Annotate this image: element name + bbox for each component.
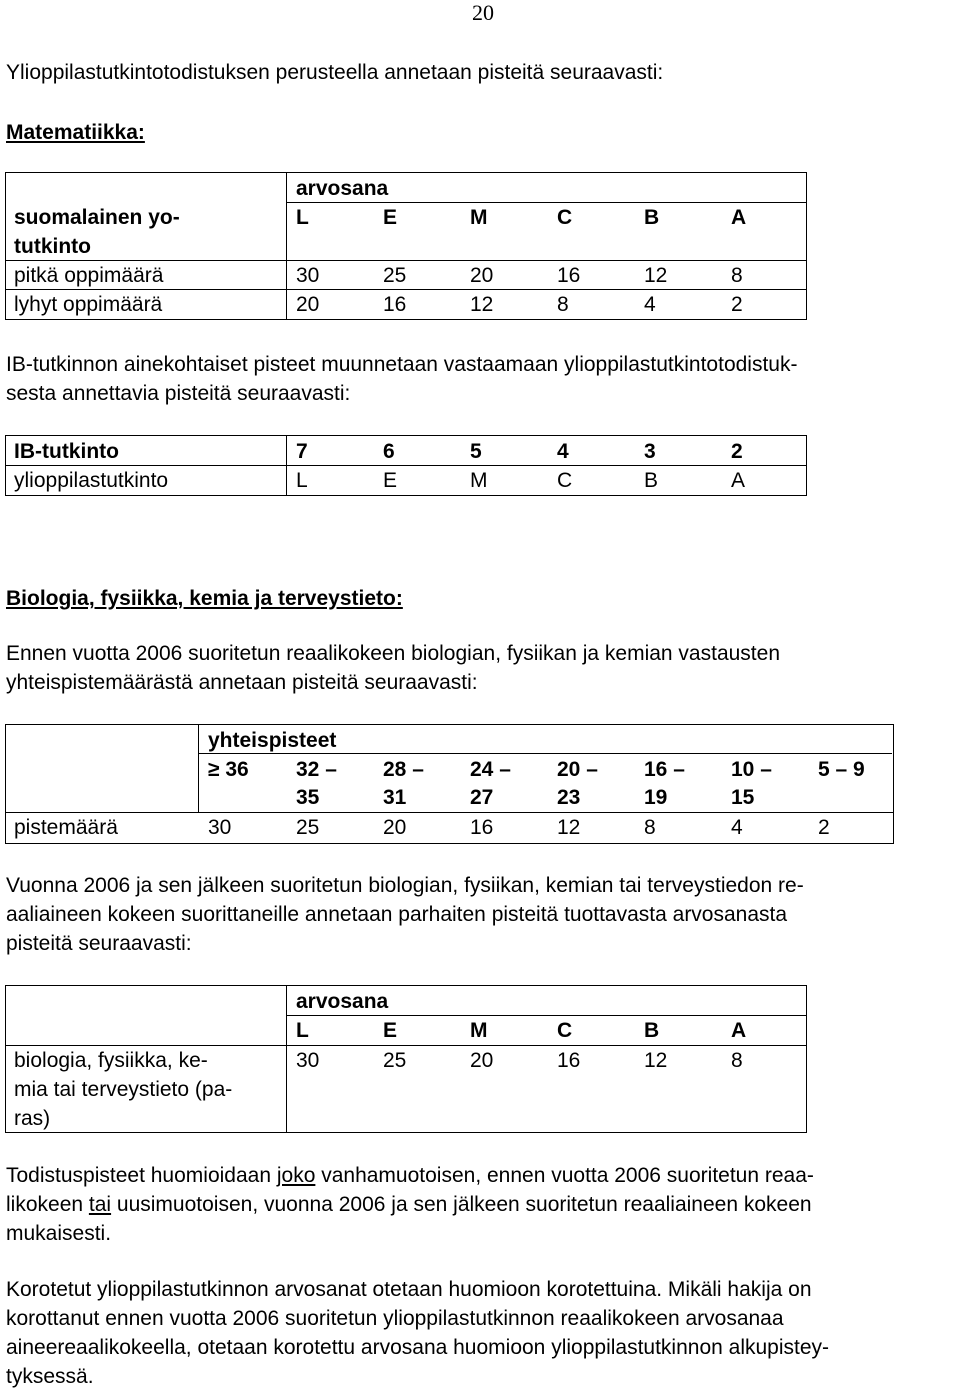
- cell: 16: [470, 816, 494, 839]
- cell: 2: [731, 293, 743, 316]
- range-bottom: 23: [557, 786, 581, 809]
- grade-label: arvosana: [296, 177, 389, 200]
- range-top: 5 – 9: [818, 758, 865, 781]
- ib-row-label: IB-tutkinto: [14, 440, 119, 463]
- emphasis-joko: joko: [276, 1164, 316, 1187]
- range-top: 32 –: [296, 758, 337, 781]
- cell: M: [470, 469, 488, 492]
- text: uusimuotoisen, vuonna 2006 ja sen jälkeen suoritetun reaaliaineen kokeen mukaisesti.: [6, 1193, 812, 1245]
- grade-B: B: [644, 206, 660, 229]
- cell: 20: [383, 816, 407, 839]
- final-paragraph-1: [6, 1161, 814, 1248]
- cell: C: [557, 469, 573, 492]
- range-top: 10 –: [731, 758, 772, 781]
- range-bottom: 19: [644, 786, 668, 809]
- emphasis-tai: tai: [88, 1193, 112, 1216]
- text: vanhamuotoisen, ennen vuotta 2006 suoritetun reaa- likokeen: [6, 1164, 814, 1216]
- cell: A: [731, 469, 746, 492]
- cell: 5: [470, 440, 482, 463]
- cell: 8: [731, 1049, 743, 1072]
- grade-label: arvosana: [296, 990, 389, 1013]
- grade-C: C: [557, 1019, 573, 1042]
- bio-text-2: Vuonna 2006 ja sen jälkeen suoritetun biologian, fysiikan, kemian tai terveystiedon re- aaliaineen kokeen suorittaneille annetaan parhaiten pisteitä tuottavasta arvosanasta pisteitä seuraavasti:: [6, 874, 804, 955]
- cell: 4: [731, 816, 743, 839]
- text: Todistuspisteet huomioidaan: [6, 1164, 277, 1187]
- cell: 30: [208, 816, 232, 839]
- cell: 2: [731, 440, 743, 463]
- ib-text: IB-tutkinnon ainekohtaiset pisteet muunnetaan vastaamaan ylioppilastutkintotodistuk- sesta annettavia pisteitä seuraavasti:: [6, 353, 798, 405]
- range-top: 16 –: [644, 758, 685, 781]
- cell: 30: [296, 264, 320, 287]
- subject-label: biologia, fysiikka, ke- mia tai terveystieto (pa- ras): [14, 1049, 233, 1130]
- cell: E: [383, 469, 398, 492]
- final-paragraph-2: Korotetut ylioppilastutkinnon arvosanat otetaan huomioon korotettuina. Mikäli hakija on korottanut ennen vuotta 2006 suoritetun ylioppilastutkinnon reaalikokeen arvosanaa aineereaalikokeella, otetaan korotettu arvosana huomioon ylioppilastutkinnon alkupistey- tyksessä.: [6, 1278, 830, 1388]
- bio-heading: Biologia, fysiikka, kemia ja terveystieto:: [6, 587, 403, 610]
- cell: 16: [557, 264, 581, 287]
- cell: 8: [644, 816, 656, 839]
- cell: 8: [731, 264, 743, 287]
- cell: L: [296, 469, 308, 492]
- cell: 6: [383, 440, 395, 463]
- cell: 12: [470, 293, 494, 316]
- grade-L: L: [296, 206, 309, 229]
- range-top: ≥ 36: [208, 758, 249, 781]
- cell: 8: [557, 293, 569, 316]
- cell: 16: [557, 1049, 581, 1072]
- grade-C: C: [557, 206, 573, 229]
- total-points-header: yhteispisteet: [208, 729, 337, 752]
- row-header: suomalainen yo- tutkinto: [14, 206, 180, 258]
- cell: 25: [383, 1049, 407, 1072]
- grade-A: A: [731, 1019, 747, 1042]
- cell: 20: [296, 293, 320, 316]
- row-label-long: pitkä oppimäärä: [14, 264, 164, 287]
- cell: 7: [296, 440, 308, 463]
- grade-M: M: [470, 206, 488, 229]
- row-label-short: lyhyt oppimäärä: [14, 293, 163, 316]
- yo-row-label: ylioppilastutkinto: [14, 469, 169, 492]
- grade-B: B: [644, 1019, 660, 1042]
- bio-text-1: Ennen vuotta 2006 suoritetun reaalikokeen biologian, fysiikan ja kemian vastausten yhteispistemäärästä annetaan pisteitä seuraavasti:: [6, 642, 780, 694]
- cell: 25: [296, 816, 320, 839]
- cell: 12: [557, 816, 581, 839]
- cell: 12: [644, 1049, 668, 1072]
- math-heading: Matematiikka:: [6, 121, 145, 144]
- range-bottom: 15: [731, 786, 755, 809]
- page-number: 20: [472, 0, 494, 25]
- cell: 30: [296, 1049, 320, 1072]
- grade-E: E: [383, 206, 398, 229]
- intro-text: Ylioppilastutkintotodistuksen perusteella annetaan pisteitä seuraavasti:: [6, 61, 664, 84]
- points-label: pistemäärä: [14, 816, 118, 839]
- range-top: 24 –: [470, 758, 511, 781]
- range-bottom: 27: [470, 786, 494, 809]
- cell: 4: [644, 293, 656, 316]
- cell: 4: [557, 440, 569, 463]
- range-bottom: 31: [383, 786, 407, 809]
- cell: 2: [818, 816, 830, 839]
- grade-M: M: [470, 1019, 488, 1042]
- cell: 3: [644, 440, 656, 463]
- range-top: 28 –: [383, 758, 424, 781]
- cell: 20: [470, 264, 494, 287]
- grade-L: L: [296, 1019, 309, 1042]
- grade-E: E: [383, 1019, 398, 1042]
- grade-A: A: [731, 206, 747, 229]
- cell: 16: [383, 293, 407, 316]
- range-bottom: 35: [296, 786, 320, 809]
- cell: 25: [383, 264, 407, 287]
- cell: 12: [644, 264, 668, 287]
- cell: B: [644, 469, 659, 492]
- cell: 20: [470, 1049, 494, 1072]
- range-top: 20 –: [557, 758, 598, 781]
